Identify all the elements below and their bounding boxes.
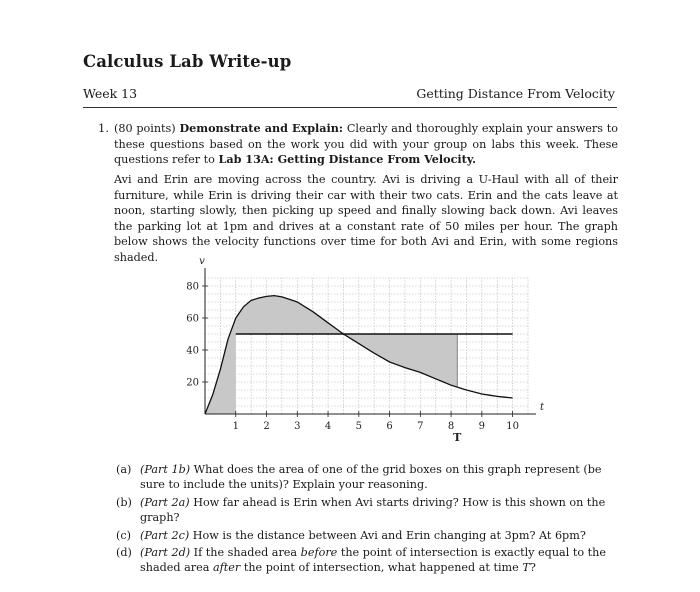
velocity-chart [170,256,550,452]
y-axis-label: v [199,256,205,267]
x-tick-label: 9 [478,421,486,432]
part-c [116,528,620,543]
intro-text: Clearly and thoroughly explain your answers to these questions based on the work you did with your group on labs this week. These questions refer to [114,122,619,167]
part-text: ? [529,561,536,575]
shaded-region [343,334,457,387]
x-tick-label: 8 [447,421,455,432]
part-emphasis: after [213,561,241,575]
x-axis-label: t [540,402,545,413]
header-rule [83,107,617,108]
part-text: If the shaded area [193,546,298,560]
week-label: Week 13 [83,86,138,101]
x-tick-label: 4 [324,421,332,432]
part-text: How is the distance between Avi and Erin changing at 3pm? At 6pm? [192,528,586,542]
part-d [116,545,620,576]
x-tick-label: 10 [506,421,519,432]
part-emphasis: before [300,546,338,560]
problem-intro [114,121,618,168]
x-tick-label: 1 [232,421,239,432]
chart-shading [205,296,457,414]
part-emphasis: T [522,561,530,575]
bold-lead: Demonstrate and Explain: [179,121,344,135]
part-text: What does the area of one of the grid boxes on this graph represent (be sure to include the units)? Explain your reasoning. [140,463,602,492]
y-tick-label: 40 [186,345,199,357]
part-label: (a) [116,463,132,476]
points: (80 points) [114,122,176,135]
y-tick-label: 80 [186,281,199,293]
topic-label: Getting Distance From Velocity [416,86,615,101]
lab-ref: Lab 13A: Getting Distance From Velocity. [218,152,476,167]
part-text: the point of intersection is exactly equal to the shaded area [140,546,606,575]
y-tick-label: 60 [186,313,199,325]
marker-label: T [453,431,462,444]
scenario-text: Avi and Erin are moving across the country. Avi is driving a U-Haul with all of their furniture, while Erin is driving their car with their two cats. Erin and the cats leave at noon, starting slowly, then picking up speed and finally slowing back down. Avi leaves the parking lot at 1pm and drives at a constant rate of 50 miles per hour. The graph below shows the velocity functions over time for both Avi and Erin, with some regions shaded. [114,173,618,264]
shaded-region [236,296,344,334]
part-tag: (Part 2a) [140,495,190,509]
part-tag: (Part 2c) [140,528,190,542]
part-a [116,462,620,493]
part-label: (d) [116,546,132,560]
x-tick-label: 7 [417,421,424,432]
part-text: How far ahead is Erin when Avi starts driving? How is this shown on the graph? [140,495,606,525]
part-tag: (Part 1b) [140,463,191,476]
y-tick-label: 20 [186,377,199,389]
problem-number: 1. [98,121,109,135]
part-text: the point of intersection, what happened at time [243,561,519,575]
page-title: Calculus Lab Write-up [83,52,292,71]
x-tick-label: 2 [263,421,270,432]
question-parts [116,462,620,578]
part-b [116,495,620,526]
x-tick-label: 6 [386,421,393,432]
x-tick-label: 3 [294,421,301,432]
x-tick-label: 5 [355,421,362,432]
part-label: (b) [116,495,132,509]
part-label: (c) [116,528,131,542]
part-tag: (Part 2d) [140,546,191,560]
